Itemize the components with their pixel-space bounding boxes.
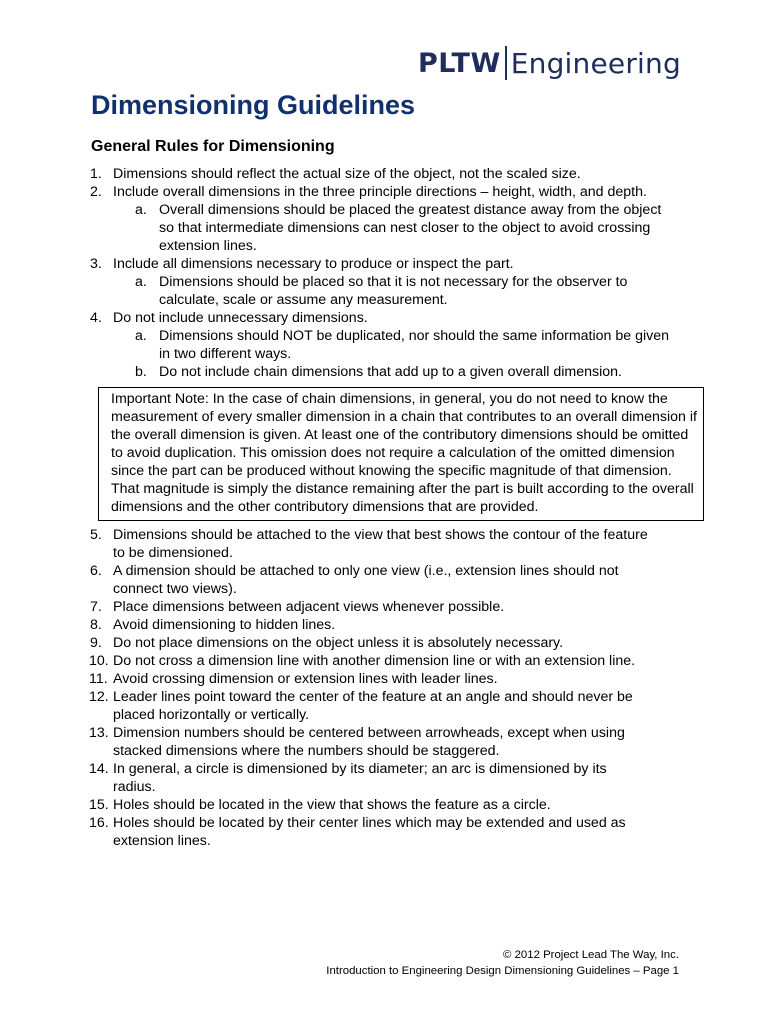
rules-list-part2 [0,526,768,850]
rules-list-part1 [0,165,768,381]
rule-item [0,598,653,616]
rule-item [0,309,653,327]
logo-sub-text: Engineering [510,46,681,80]
rule-number: 7. [90,599,102,615]
rule-number: 16. [89,815,109,831]
rule-number: 15. [89,797,109,813]
rule-text: Include all dimensions necessary to produce or inspect the part. [113,256,514,272]
section-heading: General Rules for Dimensioning [91,138,335,155]
subitem-text: Dimensions should NOT be duplicated, nor should the same information be given in two different ways. [159,328,669,362]
rule-number: 4. [90,310,102,326]
rule-item [0,562,653,598]
rule-text: A dimension should be attached to only one view (i.e., extension lines should not connect two views). [113,563,619,597]
rule-text: Holes should be located in the view that shows the feature as a circle. [113,797,551,813]
rule-item [0,616,653,634]
pltw-logo [418,46,681,80]
subitem-letter: b. [135,364,147,380]
important-note-text: Important Note: In the case of chain dimensions, in general, you do not need to know the measurement of every smaller dimension in a chain that contributes to an overall dimension if the overall dimension is given. At least one of the contributory dimensions should be omitted to avoid duplication. This omission does not require a calculation of the omitted dimension since the part can be produced without knowing the specific magnitude of that dimension. That magnitude is simply the distance remaining after the part is built according to the overall dimensions and the other contributory dimensions that are provided. [111,391,697,515]
rule-subitem [0,363,669,381]
rule-number: 14. [89,761,109,777]
rule-text: Do not include unnecessary dimensions. [113,310,368,326]
subitem-letter: a. [135,202,147,218]
rule-subitem [0,273,669,309]
rule-number: 10. [89,653,109,669]
rule-text: In general, a circle is dimensioned by its diameter; an arc is dimensioned by its radius. [113,761,607,795]
rule-subitem [0,327,669,363]
rule-text: Include overall dimensions in the three principle directions – height, width, and depth. [113,184,647,200]
rule-item [0,724,653,760]
subitem-letter: a. [135,328,147,344]
rule-number: 8. [90,617,102,633]
rule-item [0,652,653,670]
rule-number: 12. [89,689,109,705]
rule-number: 1. [90,166,102,182]
rule-text: Leader lines point toward the center of the feature at an angle and should never be placed horizontally or vertically. [113,689,633,723]
rule-text: Dimension numbers should be centered between arrowheads, except when using stacked dimensions where the numbers should be staggered. [113,725,625,759]
subitem-letter: a. [135,274,147,290]
rule-number: 3. [90,256,102,272]
rule-item [0,688,653,724]
subitem-text: Do not include chain dimensions that add up to a given overall dimension. [159,364,622,380]
rule-text: Avoid crossing dimension or extension lines with leader lines. [113,671,498,687]
rule-text: Holes should be located by their center lines which may be extended and used as extension lines. [113,815,626,849]
rule-text: Dimensions should reflect the actual size of the object, not the scaled size. [113,166,581,182]
rule-item [0,255,653,273]
rule-number: 5. [90,527,102,543]
rule-number: 9. [90,635,102,651]
page-title: Dimensioning Guidelines [91,90,416,120]
important-note-box [98,387,704,521]
subitem-text: Overall dimensions should be placed the greatest distance away from the object so that intermediate dimensions can nest closer to the object to avoid crossing extension lines. [159,202,662,254]
rule-item [0,526,653,562]
rule-number: 6. [90,563,102,579]
rule-number: 11. [89,671,108,687]
rules-content [0,165,768,850]
page-footer [326,947,679,979]
rule-item [0,814,653,850]
rule-item [0,760,653,796]
rule-item [0,670,653,688]
rule-text: Dimensions should be attached to the view that best shows the contour of the feature to be dimensioned. [113,527,648,561]
rule-text: Avoid dimensioning to hidden lines. [113,617,336,633]
rule-number: 13. [89,725,109,741]
logo-brand-text: PLTW [418,47,501,79]
footer-page-label: Introduction to Engineering Design Dimensioning Guidelines – Page 1 [326,965,679,977]
footer-copyright: © 2012 Project Lead The Way, Inc. [503,949,679,961]
rule-item [0,634,653,652]
rule-item [0,165,653,183]
logo-divider [505,46,507,80]
rule-item [0,796,653,814]
subitem-text: Dimensions should be placed so that it is not necessary for the observer to calculate, scale or assume any measurement. [159,274,628,308]
rule-subitem [0,201,669,255]
rule-item [0,183,653,201]
rule-number: 2. [90,184,102,200]
rule-text: Do not place dimensions on the object unless it is absolutely necessary. [113,635,564,651]
rule-text: Do not cross a dimension line with another dimension line or with an extension line. [113,653,636,669]
rule-text: Place dimensions between adjacent views whenever possible. [113,599,505,615]
